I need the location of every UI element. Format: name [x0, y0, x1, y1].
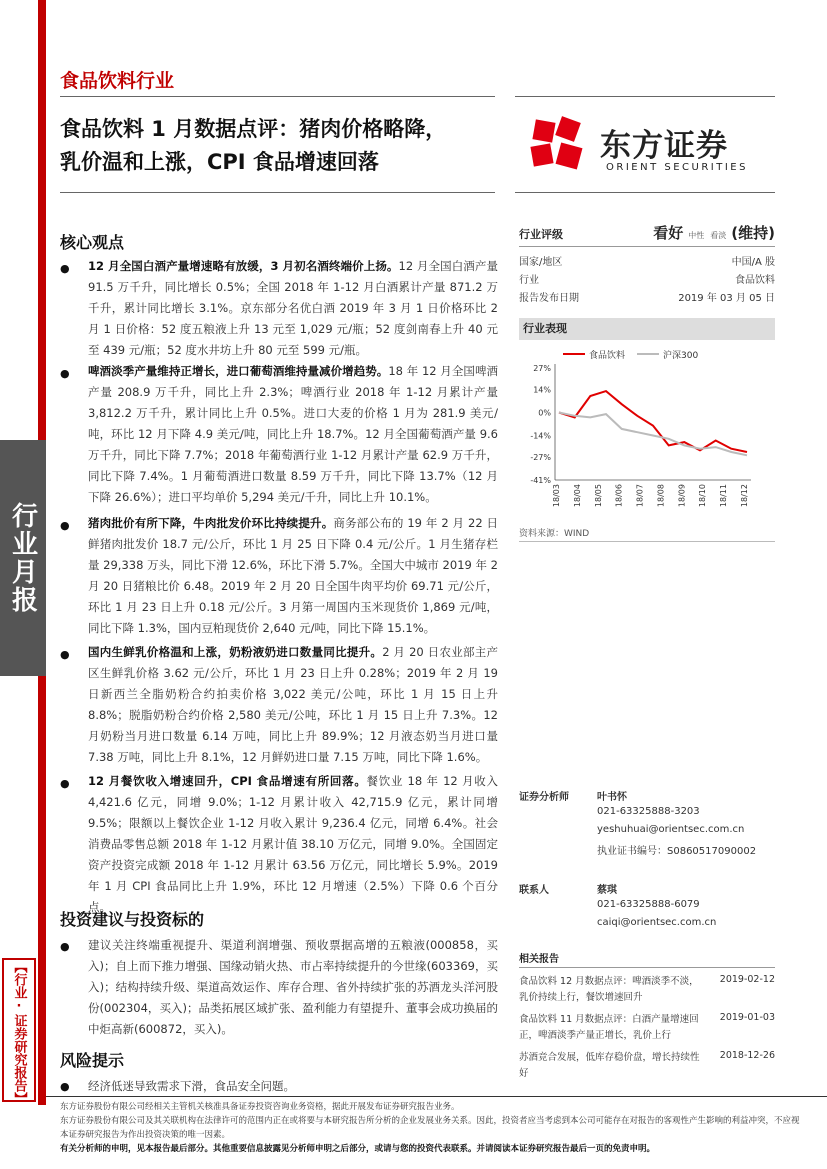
analyst-name: 叶书怀	[597, 792, 627, 803]
bullet-icon: ●	[60, 367, 70, 380]
rating-key: 行业	[519, 274, 539, 286]
y-tick-label: -14%	[530, 431, 551, 441]
core-item-5	[88, 771, 498, 918]
related-reports	[519, 950, 775, 1082]
contact-label: 联系人	[519, 885, 549, 896]
risk-text: 经济低迷导致需求下滑，食品安全问题。	[88, 1079, 295, 1093]
x-tick-label: 18/09	[677, 484, 687, 508]
invest-heading: 投资建议与投资标的	[60, 910, 205, 929]
y-tick-label: -27%	[530, 452, 551, 462]
core-item-lead: 12 月餐饮收入增速回升，CPI 食品增速有所回落。	[88, 774, 367, 788]
core-heading: 核心观点	[60, 233, 125, 252]
related-heading: 相关报告	[519, 950, 775, 968]
contact-phone: 021-63325888-6079	[597, 899, 700, 910]
rating-value: 看好	[653, 224, 684, 242]
logo-chinese-name: 东方证券	[600, 128, 728, 164]
core-item-lead: 国内生鲜乳价格温和上涨，奶粉液奶进口数量同比提升。	[88, 645, 383, 659]
list-item[interactable]	[519, 1012, 775, 1044]
table-row	[519, 287, 775, 305]
bullet-icon: ●	[60, 519, 70, 532]
related-title: 苏酒竞合发展，低库存稳价盘，增长持续性好	[519, 1052, 700, 1079]
footer-rule	[46, 1096, 827, 1097]
logo-english-name: ORIENT SECURITIES	[606, 162, 748, 173]
core-item-text: 商务部公布的 19 年 2 月 22 日鲜猪肉批发价 18.7 元/公斤，环比 1 月 25 日下降 0.4 元/公斤。1 月生猪存栏量 29,338 万头，同比下滑 12.6%，环比下滑 5.7%。全国大中城市 2019 年 2 月 20 日猪粮比价 6.48。2019 年 2 月 20 日全国牛肉平均价 69.71 元/公斤，环比 1 月 23 日上升 0.18 元/公斤。3 月第一周国内玉米现货价 1,869 元/吨，同比下降 1.3%，国内豆粕现货价 2,640 元/吨，同比下降 15.1%。	[88, 516, 498, 635]
rating-label: 行业评级	[519, 228, 563, 241]
performance-heading: 行业表现	[519, 318, 775, 340]
related-title: 食品饮料 12 月数据点评：啤酒淡季不淡，乳价持续上行，餐饮增速回升	[519, 976, 699, 1003]
list-item[interactable]	[519, 974, 775, 1006]
related-title: 食品饮料 11 月数据点评：白酒产量增速回正，啤酒淡季产量正增长，乳价上行	[519, 1014, 699, 1041]
header-rule-left	[60, 96, 495, 97]
title-rule	[60, 192, 495, 193]
title-line-1: 食品饮料 1 月数据点评：猪肉价格略降，	[60, 117, 447, 141]
core-item-text: 2 月 20 日农业部主产区生鲜乳价格 3.62 元/公斤，环比 1 月 23 日上升 0.28%；2019 年 2 月 19 日新西兰全脂奶粉合约拍卖价格 3,022 美元/公吨，环比 1 月 15 日上升 8.8%；脱脂奶粉合约价格 2,580 美元/公吨，环比 1 月 15 日上升 7.3%。12 月奶粉当月进口数量 6.14 万吨，同比上升 89.9%；12 月液态奶当月进口量 7.38 万吨，同比上升 8.1%，12 月鲜奶进口量 7.15 万吨，同比下降 1.6%。	[88, 645, 499, 764]
footer-line-2: 东方证券股份有限公司及其关联机构在法律许可的范围内正在或将要与本研究报告所分析的企业发展业务关系。因此，投资者应当考虑到本公司可能存在对报告的客观性产生影响的利益冲突，不应视本证券研究报告为作出投资决策的唯一因素。	[60, 1116, 800, 1140]
rating-option-neutral: 中性	[688, 231, 705, 240]
legend-label: 食品饮料	[589, 351, 626, 361]
rating-key: 国家/地区	[519, 256, 563, 268]
x-tick-label: 18/04	[572, 484, 582, 508]
bullet-icon: ●	[60, 777, 70, 790]
rating-box	[519, 222, 775, 305]
analyst-label: 证券分析师	[519, 792, 569, 803]
x-tick-label: 18/10	[698, 484, 708, 508]
chart-source: 资料来源：WIND	[519, 529, 590, 539]
x-tick-label: 18/11	[719, 484, 729, 508]
legend-label: 沪深300	[663, 351, 699, 361]
rating-val: 中国/A 股	[731, 256, 775, 268]
table-row	[519, 269, 775, 287]
y-tick-label: 14%	[533, 385, 551, 395]
title-line-2: 乳价温和上涨，CPI 食品增速回落	[60, 150, 379, 174]
related-date: 2018-12-26	[719, 1050, 775, 1061]
x-tick-label: 18/12	[740, 484, 749, 508]
analyst-email[interactable]: yeshuhuai@orientsec.com.cn	[597, 824, 745, 835]
x-tick-label: 18/05	[593, 484, 603, 508]
footer-line-1: 东方证券股份有限公司经相关主管机关核准具备证券投资咨询业务资格，据此开展发布证券研究报告业务。	[60, 1102, 460, 1112]
core-item-lead: 12 月全国白酒产量增速略有放缓，3 月初名酒终端价上扬。	[88, 259, 399, 273]
header-rule-right	[515, 96, 775, 97]
core-item-text: 18 年 12 月全国啤酒产量 208.9 万千升，同比上升 2.3%；啤酒行业 2018 年 1-12 月累计产量 3,812.2 万千升，累计同比上升 0.5%。进口大麦的价格 1 月为 281.9 美元/吨，环比 12 月下降 4.9 美元/吨，同比上升 18.7%。12 月全国葡萄酒产量 9.6 万千升，同比下降 7.7%；2018 年葡萄酒行业 1-12 月累计产量 62.9 万千升，同比下降 7.4%。1 月葡萄酒进口数量 8.59 万千升，同比下降 13.7%（12 月下降 26.6%）；进口平均单价 5,294 美元/千升，同比上升 10.1%。	[88, 364, 499, 504]
x-tick-label: 18/03	[552, 484, 561, 508]
series-line	[559, 391, 747, 452]
footer	[60, 1100, 800, 1156]
bullet-icon: ●	[60, 262, 70, 275]
core-item-2	[88, 361, 498, 508]
bullet-icon: ●	[60, 1080, 70, 1093]
orient-logo-icon	[528, 115, 586, 173]
risk-heading: 风险提示	[60, 1051, 125, 1070]
logo-rule	[515, 192, 775, 193]
bullet-icon: ●	[60, 648, 70, 661]
page-title	[60, 113, 505, 179]
rating-val: 食品饮料	[735, 274, 775, 286]
source-rule	[519, 541, 775, 542]
series-line	[559, 413, 747, 456]
bullet-icon: ●	[60, 940, 70, 953]
footer-line-3: 有关分析师的申明，见本报告最后部分。其他重要信息披露见分析师申明之后部分，或请与您的投资代表联系。并请阅读本证券研究报告最后一页的免责申明。	[60, 1144, 656, 1154]
report-type-label: 行业月报	[0, 440, 46, 676]
table-row	[519, 251, 775, 269]
industry-name: 食品饮料行业	[60, 70, 175, 92]
report-category-label: 【行业·证券研究报告】	[2, 958, 36, 1102]
y-tick-label: 27%	[533, 364, 551, 373]
core-item-3	[88, 513, 498, 639]
performance-chart	[519, 344, 775, 520]
x-tick-label: 18/08	[656, 484, 666, 508]
core-item-4	[88, 642, 498, 768]
core-item-text: 餐饮业 18 年 12 月收入 4,421.6 亿元，同增 9.0%；1-12 月累计收入 42,715.9 亿元，累计同增 9.5%；限额以上餐饮企业 1-12 月收入累计 9,236.4 亿元，同增 6.4%。社会消费品零售总额 2018 年 1-12 月累计值 38.10 万亿元，同增 9.0%。全国固定资产投资完成额 2018 年 1-12 月累计 63.56 万亿元，同比增长 5.9%。2019 年 1 月 CPI 食品同比上升 1.9%，环比 12 月增速（2.5%）下降 0.6 个百分点。	[88, 774, 499, 914]
analyst-cert: 执业证书编号：S0860517090002	[597, 846, 757, 857]
related-date: 2019-01-03	[719, 1012, 775, 1023]
rating-val: 2019 年 03 月 05 日	[678, 292, 775, 304]
list-item[interactable]	[519, 1050, 775, 1082]
invest-text: 建议关注终端重视提升、渠道利润增强、预收票据高增的五粮液(000858，买入)；自上而下推力增强、国缘动销火热、市占率持续提升的今世缘(603369，买入)；结构持续升级、渠道高效运作、库存合理、省外持续扩张的苏酒龙头洋河股份(002304，买入)；品类拓展区域扩张、盈利能力有望提升、董事会成功换届的中炬高新(600872，买入)。	[88, 938, 498, 1036]
core-item-text: 12 月全国白酒产量 91.5 万千升，同比增长 0.5%；全国 2018 年 1-12 月白酒累计产量 871.2 万千升，累计同比增长 3.1%。京东部分名优白酒 2019 年 3 月 1 日价格环比 2 月 1 日价格：52 度五粮液上升 13 元至 1,029 元/瓶；52 度剑南春上升 40 元至 439 元/瓶；52 度水井坊上升 80 元至 599 元/瓶。	[88, 259, 498, 357]
rating-table	[519, 251, 775, 305]
rating-status: (维持)	[731, 224, 775, 242]
core-item-lead: 啤酒淡季产量维持正增长，进口葡萄酒维持量减价增趋势。	[88, 364, 389, 378]
y-tick-label: 0%	[538, 408, 551, 418]
core-item-1	[88, 256, 498, 361]
core-item-lead: 猪肉批价有所下降，牛肉批发价环比持续提升。	[88, 516, 334, 530]
rating-option-negative: 看淡	[710, 231, 727, 240]
rating-key: 报告发布日期	[519, 292, 579, 304]
related-date: 2019-02-12	[719, 974, 775, 985]
analyst-phone: 021-63325888-3203	[597, 806, 700, 817]
x-tick-label: 18/07	[635, 484, 645, 508]
contact-name: 蔡琪	[597, 885, 617, 896]
contact-email[interactable]: caiqi@orientsec.com.cn	[597, 917, 717, 928]
y-tick-label: -41%	[530, 476, 551, 485]
x-tick-label: 18/06	[614, 484, 624, 508]
